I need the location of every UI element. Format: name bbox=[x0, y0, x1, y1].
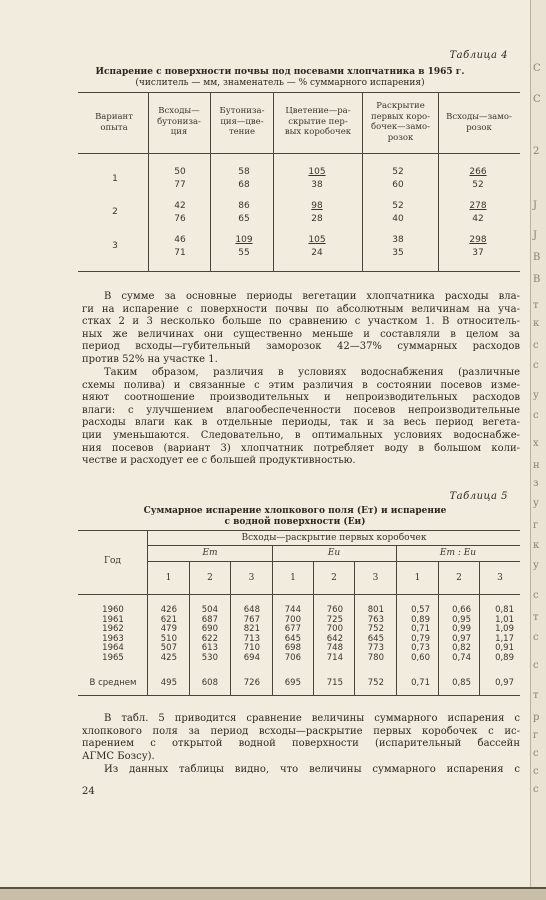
margin-glyph: С bbox=[533, 63, 541, 74]
table4-numerator: 46 bbox=[174, 235, 186, 245]
table4-numerator: 105 bbox=[308, 235, 326, 245]
table4-numerator: 38 bbox=[392, 235, 404, 245]
table4-numerator: 52 bbox=[392, 167, 404, 177]
header-line: скрытие пер- bbox=[288, 116, 348, 127]
table4-title bbox=[80, 67, 480, 89]
table4-numerator: 105 bbox=[308, 167, 326, 177]
table5-col-number: 3 bbox=[248, 573, 255, 583]
table5-cell: 1,17 bbox=[495, 633, 514, 644]
table5-year: 1961 bbox=[102, 614, 124, 625]
table5-cell: 698 bbox=[284, 643, 301, 653]
table4-label: Таблица 4 bbox=[449, 50, 508, 61]
table4-numerator: 298 bbox=[469, 235, 487, 245]
text-line: ги на испарение с поверхности почвы по абсолютным величинам на уча- bbox=[82, 303, 520, 315]
table4-subtitle: (числитель — мм, знаменатель — % суммарного испарения) bbox=[135, 78, 425, 88]
margin-glyph: у bbox=[533, 498, 539, 509]
table4-numerator: 266 bbox=[469, 167, 487, 177]
table5-cell: 714 bbox=[326, 652, 343, 663]
table4-header-col5 bbox=[440, 112, 518, 133]
table5-cell: 0,71 bbox=[411, 624, 430, 634]
table5-column-4 bbox=[273, 606, 301, 663]
text-line: ных же величинах они существенно меньше и составляли в целом за bbox=[82, 328, 520, 340]
margin-glyph: с bbox=[533, 590, 539, 601]
table5-cell: 426 bbox=[160, 605, 177, 615]
header-line: Раскрытие bbox=[376, 101, 425, 111]
table5-cell: 504 bbox=[201, 605, 218, 615]
table5-cell: 0,99 bbox=[452, 624, 471, 634]
table5-cell: 773 bbox=[367, 643, 384, 653]
margin-glyph: у bbox=[533, 560, 539, 571]
table4-col-divider bbox=[210, 92, 211, 271]
table5-mean-cell: 0,71 bbox=[411, 678, 430, 688]
table5-cell: 645 bbox=[284, 633, 301, 644]
text-line: Из данных таблицы видно, что величины суммарного испарения с bbox=[104, 764, 520, 775]
table4-numerator: 42 bbox=[174, 201, 186, 211]
table5-cell: 677 bbox=[284, 624, 301, 634]
margin-glyph: к bbox=[533, 540, 540, 551]
table5-group-header: Всходы—раскрытие первых коробочек bbox=[241, 533, 427, 543]
table5-column-7 bbox=[397, 606, 430, 663]
adjacent-page-edge bbox=[530, 0, 546, 900]
paragraph-2 bbox=[82, 367, 520, 468]
table4-denominator: 28 bbox=[311, 214, 323, 224]
header-line: Бутониза- bbox=[219, 106, 265, 116]
table5-cell: 0,57 bbox=[411, 605, 430, 615]
text-line: парением с открытой водной поверхности (испарительный бассейн bbox=[82, 738, 520, 750]
table5-column-8 bbox=[439, 606, 471, 663]
text-line: В табл. 5 приводится сравнение величины суммарного испарения с bbox=[104, 713, 520, 724]
table5-col-number: 1 bbox=[414, 573, 421, 583]
text-line: честве и расходует ее с большей продуктивностью. bbox=[82, 455, 356, 467]
table4-denominator: 40 bbox=[392, 214, 404, 224]
text-line: хлопкового поля за период всходы—раскрытие первых коробочек с ис- bbox=[82, 725, 520, 737]
table4-denominator: 37 bbox=[472, 248, 484, 258]
table5-cell: 725 bbox=[326, 614, 343, 625]
margin-glyph: В bbox=[533, 274, 541, 285]
table5-subgroup-ratio: Eт : Eи bbox=[439, 548, 477, 558]
table5-cell: 425 bbox=[160, 652, 177, 663]
margin-glyph: с bbox=[533, 410, 539, 421]
table5-cell: 780 bbox=[367, 652, 384, 663]
margin-glyph: г bbox=[533, 730, 539, 741]
table5-cell: 706 bbox=[284, 652, 301, 663]
table5-cell: 648 bbox=[243, 605, 260, 615]
table5-cell: 510 bbox=[160, 633, 177, 644]
margin-glyph: т bbox=[533, 690, 539, 701]
margin-glyph: с bbox=[533, 784, 539, 795]
book-bottom-edge bbox=[0, 887, 546, 900]
table5-mean-label: В среднем bbox=[89, 678, 137, 688]
text-line: ции уменьшаются. Следовательно, в оптимальных условиях водоснабже- bbox=[82, 429, 520, 441]
table5-cell: 0,60 bbox=[411, 652, 430, 663]
table4-variant: 3 bbox=[112, 241, 118, 251]
table5-cell: 1,01 bbox=[495, 614, 514, 625]
table5-cell: 0,79 bbox=[411, 633, 430, 644]
text-line: ния посевов (вариант 3) хлопчатник потребляет воду в большом коли- bbox=[82, 442, 520, 454]
table5-cell: 0,74 bbox=[452, 652, 471, 663]
table5-mean-cell: 752 bbox=[367, 678, 384, 688]
margin-glyph: 2 bbox=[533, 146, 540, 157]
bottom-edge-line bbox=[0, 887, 546, 889]
table5-year-column bbox=[88, 606, 138, 663]
margin-glyph: н bbox=[533, 460, 540, 471]
table5-cell: 700 bbox=[326, 624, 343, 634]
table5-cell: 821 bbox=[243, 624, 260, 634]
table5-title-line2: с водной поверхности (Eи) bbox=[224, 517, 366, 527]
table4-denominator: 71 bbox=[174, 248, 186, 258]
table4-header-col2 bbox=[212, 106, 272, 138]
table5-top-rule bbox=[78, 530, 520, 531]
table5-bottom-rule bbox=[78, 695, 520, 696]
margin-glyph: Ј bbox=[533, 200, 538, 211]
margin-glyph: С bbox=[533, 94, 541, 105]
table5-cell: 0,95 bbox=[452, 614, 471, 625]
table5-cell: 763 bbox=[367, 614, 384, 625]
table5-cell: 642 bbox=[326, 633, 343, 644]
table4-col-divider bbox=[438, 92, 439, 271]
paragraph-3 bbox=[82, 713, 520, 763]
table5-year: 1960 bbox=[102, 605, 124, 615]
table5-column-2 bbox=[190, 606, 218, 663]
table4-col-divider bbox=[362, 92, 363, 271]
table5-col-number: 2 bbox=[456, 573, 462, 583]
paragraph-1 bbox=[82, 291, 520, 367]
table4-header-variant bbox=[82, 112, 146, 133]
table5-col-number: 2 bbox=[331, 573, 337, 583]
table5-col-number: 1 bbox=[165, 573, 172, 583]
margin-glyph: р bbox=[533, 712, 540, 723]
margin-glyph: В bbox=[533, 252, 541, 263]
table4-denominator: 65 bbox=[238, 214, 250, 224]
table5-col-number: 3 bbox=[372, 573, 379, 583]
table5-year: 1965 bbox=[102, 652, 124, 663]
table4-col-divider bbox=[273, 92, 274, 271]
table5-cell: 710 bbox=[243, 643, 260, 653]
table4-bottom-rule bbox=[78, 271, 520, 272]
header-line: Вариант bbox=[95, 112, 133, 122]
table4-header-col3 bbox=[275, 106, 361, 138]
margin-glyph: г bbox=[533, 520, 539, 531]
table4-header-rule bbox=[78, 153, 520, 154]
table4-denominator: 68 bbox=[238, 180, 250, 190]
paragraph-4 bbox=[82, 764, 520, 777]
table5-mean-cell: 495 bbox=[160, 678, 177, 688]
table5-cell: 760 bbox=[326, 605, 343, 615]
header-line: тение bbox=[228, 127, 256, 137]
table4-numerator: 109 bbox=[235, 235, 253, 245]
margin-glyph: с bbox=[533, 748, 539, 759]
table5-cell: 0,82 bbox=[452, 643, 471, 653]
table5-cell: 752 bbox=[367, 624, 384, 634]
header-line: Всходы— bbox=[158, 106, 200, 116]
table5-cell: 1,09 bbox=[495, 624, 514, 634]
margin-glyph: т bbox=[533, 300, 539, 311]
table4-denominator: 24 bbox=[311, 248, 323, 258]
table5-col-number: 1 bbox=[290, 573, 296, 583]
margin-glyph: х bbox=[533, 438, 539, 449]
table5-title-line1: Суммарное испарение хлопкового поля (Eт) и испарение bbox=[143, 506, 447, 516]
table5-group-rule bbox=[147, 545, 520, 546]
table5-label: Таблица 5 bbox=[449, 491, 508, 502]
table4-denominator: 76 bbox=[174, 214, 186, 224]
header-line: опыта bbox=[100, 122, 128, 133]
text-line: схемы полива) и связанные с этим различия в состоянии посевов изме- bbox=[82, 379, 520, 391]
table4-denominator: 35 bbox=[392, 248, 404, 258]
table4-header-col1 bbox=[150, 106, 208, 138]
table5-header-year: Год bbox=[104, 556, 121, 566]
table5-cell: 687 bbox=[201, 614, 218, 625]
header-line: первых коро- bbox=[370, 111, 431, 122]
table4-denominator: 52 bbox=[472, 180, 484, 190]
table5-cell: 694 bbox=[243, 652, 260, 663]
header-line: розок bbox=[466, 122, 492, 133]
table5-cell: 530 bbox=[201, 652, 218, 663]
header-line: Всходы—замо- bbox=[446, 112, 512, 122]
text-line: период всходы—губительный заморозок 42—37% суммарных расходов bbox=[82, 341, 520, 353]
page-number: 24 bbox=[82, 786, 95, 797]
table5-year: 1962 bbox=[102, 624, 124, 634]
table5-column-1 bbox=[148, 606, 177, 663]
text-line: стках 2 и 3 несколько больше по сравнению с участком 1. В относитель- bbox=[82, 316, 520, 328]
table5-mean-cell: 726 bbox=[243, 678, 260, 688]
page-edge-line bbox=[530, 0, 531, 900]
table4-denominator: 77 bbox=[174, 180, 186, 190]
table5-cell: 622 bbox=[201, 633, 218, 644]
margin-glyph: с bbox=[533, 632, 539, 643]
text-line: расходы влаги как в отдельные периоды, так и за весь период вегета- bbox=[82, 417, 520, 429]
text-line: АГМС Бозсу). bbox=[82, 750, 155, 762]
text-line: В сумме за основные периоды вегетации хлопчатника расходы вла- bbox=[104, 291, 520, 302]
table5-col-number: 2 bbox=[207, 573, 213, 583]
text-line: Таким образом, различия в условиях водоснабжения (различные bbox=[104, 367, 520, 378]
table5-mean-cell: 695 bbox=[284, 678, 301, 688]
table5-col-number: 3 bbox=[497, 573, 503, 583]
table5-cell: 479 bbox=[160, 624, 177, 634]
table5-title bbox=[130, 506, 460, 528]
table5-mean-cell: 0,85 bbox=[452, 678, 471, 688]
table4-numerator: 52 bbox=[392, 201, 404, 211]
table5-header-rule bbox=[78, 594, 520, 595]
table5-cell: 767 bbox=[243, 614, 260, 625]
table4-variant: 2 bbox=[112, 207, 118, 217]
table5-cell: 0,89 bbox=[411, 614, 430, 625]
table5-year: 1964 bbox=[102, 643, 124, 653]
margin-glyph: Ј bbox=[533, 230, 538, 241]
header-line: ция bbox=[170, 127, 188, 137]
margin-glyph: с bbox=[533, 660, 539, 671]
table5-mean-cell: 715 bbox=[326, 678, 343, 688]
margin-glyph: с bbox=[533, 340, 539, 351]
table5-cell: 700 bbox=[284, 614, 301, 625]
text-line: няют соотношение производительных и непроизводительных расходов bbox=[82, 392, 520, 404]
table5-cell: 690 bbox=[201, 624, 218, 634]
margin-glyph: з bbox=[533, 478, 539, 489]
table5-column-6 bbox=[355, 606, 384, 663]
margin-glyph: у bbox=[533, 390, 539, 401]
header-line: ция—цве- bbox=[220, 116, 264, 127]
table4-numerator: 58 bbox=[238, 167, 250, 177]
table5-cell: 801 bbox=[367, 605, 384, 615]
table5-cell: 621 bbox=[160, 614, 177, 625]
table4-col-divider bbox=[148, 92, 149, 271]
text-line: против 52% на участке 1. bbox=[82, 353, 218, 365]
table4-top-rule bbox=[78, 92, 520, 93]
table5-cell: 713 bbox=[243, 633, 260, 644]
table5-column-9 bbox=[480, 606, 514, 663]
table5-subgroup-ei: Eи bbox=[327, 548, 341, 558]
table5-cell: 0,89 bbox=[495, 652, 514, 663]
table5-cell: 507 bbox=[160, 643, 177, 653]
header-line: вых коробочек bbox=[284, 127, 352, 137]
table4-denominator: 60 bbox=[392, 180, 404, 190]
margin-glyph: к bbox=[533, 318, 540, 329]
margin-glyph: с bbox=[533, 766, 539, 777]
table4-denominator: 38 bbox=[311, 180, 323, 190]
table5-mean-cell: 608 bbox=[201, 678, 218, 688]
table4-numerator: 50 bbox=[174, 167, 186, 177]
margin-glyph: т bbox=[533, 612, 539, 623]
header-line: Цветение—ра- bbox=[285, 106, 351, 116]
table5-year: 1963 bbox=[102, 633, 124, 644]
table5-cell: 0,97 bbox=[452, 633, 471, 644]
text-line: влаги: с улучшением влагообеспеченности посевов непроизводительные bbox=[82, 404, 520, 416]
table5-cell: 0,91 bbox=[495, 643, 514, 653]
table4-denominator: 55 bbox=[238, 248, 250, 258]
table5-cell: 0,73 bbox=[411, 643, 430, 653]
table5-column-3 bbox=[231, 606, 260, 663]
table4-variant: 1 bbox=[112, 174, 118, 184]
table4-numerator: 86 bbox=[238, 201, 250, 211]
table5-cell: 744 bbox=[284, 605, 301, 615]
table5-cell: 645 bbox=[367, 633, 384, 644]
table5-subgroup-rule bbox=[147, 561, 520, 562]
table5-cell: 0,81 bbox=[495, 605, 514, 615]
table5-cell: 748 bbox=[326, 643, 343, 653]
table5-cell: 613 bbox=[201, 643, 218, 653]
header-line: розок bbox=[387, 132, 414, 143]
table5-mean-cell: 0,97 bbox=[495, 678, 514, 688]
table5-subgroup-et: Eт bbox=[202, 548, 218, 558]
table4-numerator: 98 bbox=[311, 201, 323, 211]
table4-numerator: 278 bbox=[469, 201, 487, 211]
table5-column-5 bbox=[314, 606, 343, 663]
header-line: бочек—замо- bbox=[370, 122, 430, 132]
margin-glyph: с bbox=[533, 360, 539, 371]
table4-denominator: 42 bbox=[472, 214, 484, 224]
header-line: бутониза- bbox=[157, 116, 201, 127]
table5-cell: 0,66 bbox=[452, 605, 471, 615]
table4-title-text: Испарение с поверхности почвы под посевами хлопчатника в 1965 г. bbox=[95, 67, 465, 77]
table4-header-col4 bbox=[364, 101, 437, 143]
